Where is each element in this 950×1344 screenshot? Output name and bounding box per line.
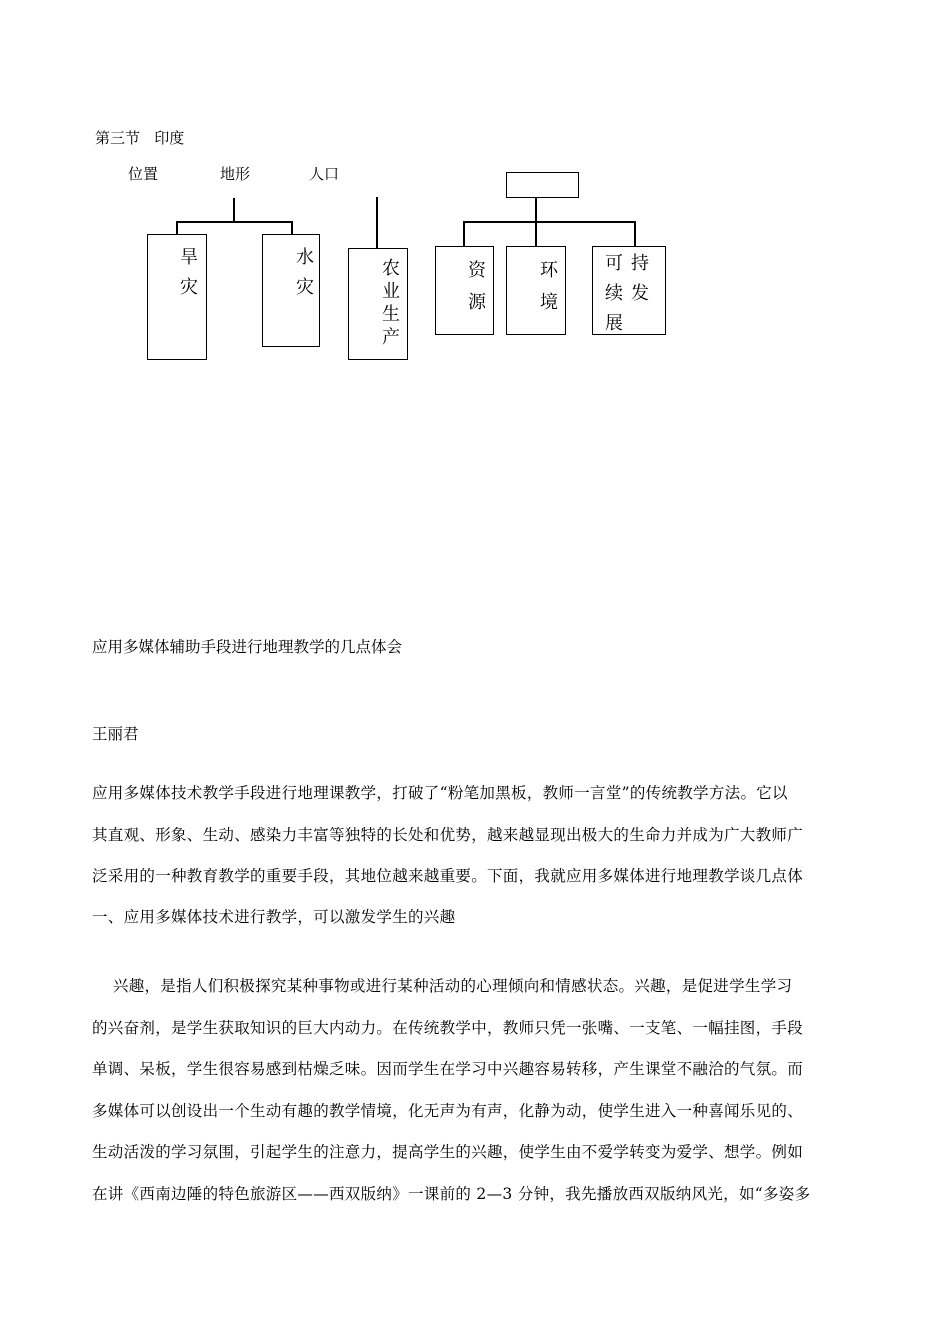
connector (233, 198, 235, 222)
drought-label: 旱灾 (180, 247, 198, 298)
flood-box (262, 234, 320, 347)
resources-label: 资源 (468, 260, 486, 313)
label-population: 人口 (309, 165, 340, 183)
connector (535, 221, 537, 247)
sustainable-box (592, 246, 666, 335)
flood-label: 水灾 (296, 247, 314, 298)
connector (634, 221, 636, 247)
text-line: 生动活泼的学习氛围，引起学生的注意力，提高学生的兴趣，使学生由不爱学转变为爱学、想学。例如 (92, 1143, 804, 1161)
environment-label: 环境 (540, 260, 558, 313)
text-line: 其直观、形象、生动、感染力丰富等独特的长处和优势，越来越显现出极大的生命力并成为广大教师广 (92, 826, 804, 844)
section-heading: 一、应用多媒体技术进行教学，可以激发学生的兴趣 (92, 908, 456, 926)
empty-top-box (506, 172, 579, 198)
text-line: 泛采用的一种教育教学的重要手段，其地位越来越重要。下面，我就应用多媒体进行地理教学谈几点体 (92, 867, 804, 885)
environment-box (506, 246, 566, 335)
connector (463, 221, 465, 247)
text-line: 应用多媒体技术教学手段进行地理课教学，打破了“粉笔加黑板，教师一言堂”的传统教学方法。它以 (92, 784, 788, 802)
drought-box (147, 234, 207, 360)
text-line: 单调、呆板，学生很容易感到枯燥乏味。因而学生在学习中兴趣容易转移，产生课堂不融洽的气氛。而 (92, 1060, 804, 1078)
agriculture-box (348, 248, 408, 360)
article-title: 应用多媒体辅助手段进行地理教学的几点体会 (92, 638, 403, 656)
connector (463, 221, 635, 223)
text-line: 的兴奋剂，是学生获取知识的巨大内动力。在传统教学中，教师只凭一张嘴、一支笔、一幅挂图，手段 (92, 1019, 804, 1037)
connector (176, 221, 292, 223)
label-location: 位置 (128, 165, 159, 183)
connector (376, 197, 378, 249)
connector (535, 197, 537, 222)
agriculture-label: 农业生产 (382, 258, 400, 348)
article-author: 王丽君 (92, 725, 139, 743)
connector (176, 221, 178, 235)
connector (291, 221, 293, 235)
resources-box (435, 246, 494, 335)
text-line: 在讲《西南边陲的特色旅游区——西双版纳》一课前的 2—3 分钟，我先播放西双版纳风光，如“多姿多 (92, 1185, 811, 1203)
sustainable-label: 可持续发展 (605, 253, 657, 334)
text-line: 多媒体可以创设出一个生动有趣的教学情境，化无声为有声，化静为动，使学生进入一种喜闻乐见的、 (92, 1102, 804, 1120)
text-line: 兴趣，是指人们积极探究某种事物或进行某种活动的心理倾向和情感状态。兴趣，是促进学生学习 (92, 977, 793, 995)
label-terrain: 地形 (220, 165, 251, 183)
section-title: 第三节 印度 (95, 129, 185, 147)
